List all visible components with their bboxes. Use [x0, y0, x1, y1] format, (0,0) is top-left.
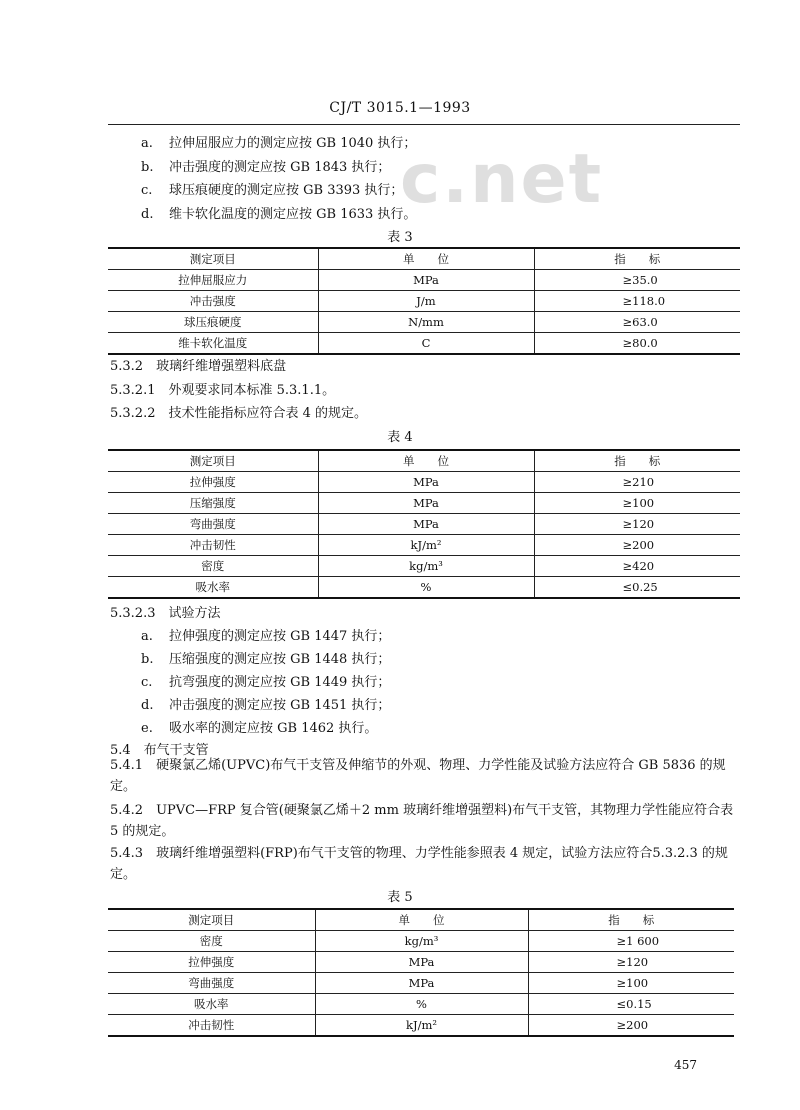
- column-header: 指 标: [534, 248, 740, 270]
- paragraph: 5.3.2.1 外观要求同本标准 5.3.1.1。: [110, 383, 336, 398]
- column-header: 测定项目: [108, 248, 318, 270]
- column-header: 指 标: [528, 909, 734, 931]
- table-cell: 吸水率: [108, 994, 315, 1015]
- list-item: a. 拉伸强度的测定应按 GB 1447 执行；: [141, 629, 391, 644]
- table-cell: MPa: [318, 514, 534, 535]
- column-header: 测定项目: [108, 450, 318, 472]
- table-row: [108, 472, 740, 493]
- table-cell: ≥210: [534, 472, 740, 493]
- table-cell: N/mm: [318, 312, 534, 333]
- table-row: [108, 973, 734, 994]
- table-cell: ≥100: [528, 973, 734, 994]
- table-row: [108, 556, 740, 577]
- table-cell: 维卡软化温度: [108, 333, 318, 355]
- table-cell: 弯曲强度: [108, 514, 318, 535]
- table-cell: ≥200: [534, 535, 740, 556]
- list-item: a. 拉伸屈服应力的测定应按 GB 1040 执行；: [141, 136, 417, 151]
- table-cell: ≤0.15: [528, 994, 734, 1015]
- list-item: b. 压缩强度的测定应按 GB 1448 执行；: [141, 652, 391, 667]
- table-cell: 冲击韧性: [108, 535, 318, 556]
- table-5-caption: 表 5: [387, 890, 413, 905]
- paragraph: 5.4.3 玻璃纤维增强塑料(FRP)布气干支管的物理、力学性能参照表 4 规定，试验方法应符合5.3.2.3 的规定。: [110, 846, 728, 882]
- table-3-caption: 表 3: [387, 230, 413, 245]
- table-cell: 密度: [108, 931, 315, 952]
- table-cell: ≥80.0: [534, 333, 740, 355]
- table-row: [108, 994, 734, 1015]
- table-cell: %: [315, 994, 528, 1015]
- table-cell: J/m: [318, 291, 534, 312]
- table-row: [108, 514, 740, 535]
- table-cell: ≤0.25: [534, 577, 740, 599]
- table-cell: 拉伸强度: [108, 952, 315, 973]
- table-cell: kJ/m²: [318, 535, 534, 556]
- list-item: c. 抗弯强度的测定应按 GB 1449 执行；: [141, 675, 391, 690]
- table-cell: 冲击强度: [108, 291, 318, 312]
- table-cell: 压缩强度: [108, 493, 318, 514]
- table-row: [108, 577, 740, 599]
- table-row: [108, 270, 740, 291]
- table-header-row: [108, 909, 734, 931]
- list-item: d. 冲击强度的测定应按 GB 1451 执行；: [141, 698, 391, 713]
- table-cell: MPa: [318, 270, 534, 291]
- table-cell: MPa: [318, 472, 534, 493]
- list-item: b. 冲击强度的测定应按 GB 1843 执行；: [141, 160, 391, 175]
- table-row: [108, 931, 734, 952]
- column-header: 单 位: [318, 248, 534, 270]
- table-cell: ≥200: [528, 1015, 734, 1037]
- table-row: [108, 291, 740, 312]
- page-number: 457: [674, 1058, 697, 1072]
- table-cell: ≥35.0: [534, 270, 740, 291]
- table-row: [108, 312, 740, 333]
- table-header-row: [108, 248, 740, 270]
- table-row: [108, 333, 740, 355]
- table-cell: MPa: [318, 493, 534, 514]
- list-item: e. 吸水率的测定应按 GB 1462 执行。: [141, 721, 378, 736]
- table-4-caption: 表 4: [387, 430, 413, 445]
- table-cell: 弯曲强度: [108, 973, 315, 994]
- table-cell: ≥120: [528, 952, 734, 973]
- paragraph: 5.4.1 硬聚氯乙烯(UPVC)布气干支管及伸缩节的外观、物理、力学性能及试验方法应符合 GB 5836 的规定。: [110, 758, 726, 794]
- table-cell: C: [318, 333, 534, 355]
- table-cell: MPa: [315, 952, 528, 973]
- watermark: c.net: [400, 140, 604, 219]
- list-item: c. 球压痕硬度的测定应按 GB 3393 执行；: [141, 183, 404, 198]
- header-rule: [108, 124, 740, 125]
- table-row: [108, 535, 740, 556]
- column-header: 单 位: [318, 450, 534, 472]
- section-heading: 5.3.2.3 试验方法: [110, 606, 221, 621]
- table-cell: 冲击韧性: [108, 1015, 315, 1037]
- column-header: 单 位: [315, 909, 528, 931]
- table-row: [108, 1015, 734, 1037]
- paragraph: 5.4.2 UPVC—FRP 复合管(硬聚氯乙烯＋2 mm 玻璃纤维增强塑料)布气干支管，其物理力学性能应符合表 5 的规定。: [110, 803, 734, 839]
- column-header: 测定项目: [108, 909, 315, 931]
- table-cell: ≥120: [534, 514, 740, 535]
- table-cell: ≥63.0: [534, 312, 740, 333]
- section-heading: 5.3.2 玻璃纤维增强塑料底盘: [110, 359, 287, 374]
- table-row: [108, 493, 740, 514]
- table-cell: 拉伸屈服应力: [108, 270, 318, 291]
- table-cell: 密度: [108, 556, 318, 577]
- paragraph: 5.3.2.2 技术性能指标应符合表 4 的规定。: [110, 406, 368, 421]
- table-cell: MPa: [315, 973, 528, 994]
- table-3: [108, 247, 740, 355]
- table-cell: 吸水率: [108, 577, 318, 599]
- table-4: [108, 449, 740, 599]
- table-cell: kg/m³: [318, 556, 534, 577]
- table-cell: ≥420: [534, 556, 740, 577]
- list-item: d. 维卡软化温度的测定应按 GB 1633 执行。: [141, 207, 417, 222]
- table-cell: ≥118.0: [534, 291, 740, 312]
- table-cell: ≥1 600: [528, 931, 734, 952]
- table-cell: 拉伸强度: [108, 472, 318, 493]
- table-cell: %: [318, 577, 534, 599]
- table-cell: kJ/m²: [315, 1015, 528, 1037]
- table-row: [108, 952, 734, 973]
- document-code: CJ/T 3015.1—1993: [329, 100, 471, 116]
- table-header-row: [108, 450, 740, 472]
- column-header: 指 标: [534, 450, 740, 472]
- table-cell: ≥100: [534, 493, 740, 514]
- table-cell: 球压痕硬度: [108, 312, 318, 333]
- table-5: [108, 908, 734, 1037]
- table-cell: kg/m³: [315, 931, 528, 952]
- section-heading: 5.4 布气干支管: [110, 743, 209, 758]
